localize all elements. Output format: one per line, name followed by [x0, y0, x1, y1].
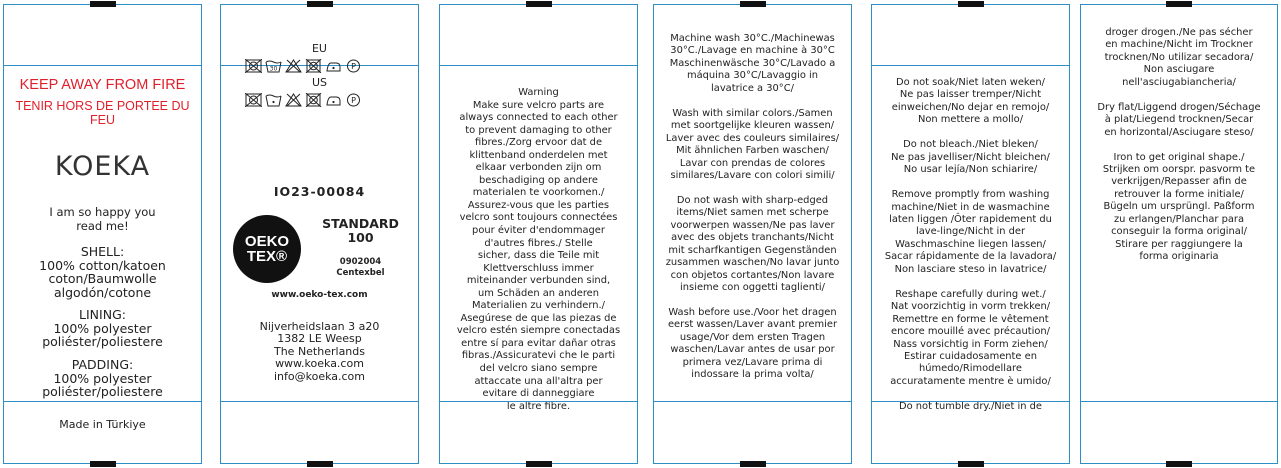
label-panel-2 [220, 4, 419, 464]
label-notch [307, 461, 333, 467]
no-bleach-icon [285, 93, 302, 107]
tex-text: TEX® [246, 248, 288, 265]
fold-line [440, 65, 637, 66]
fold-line [872, 65, 1069, 66]
wash-temp-text: 30 [269, 65, 278, 73]
no-tumble-dry-icon [245, 59, 262, 73]
label-panel-3 [439, 4, 638, 464]
country-of-origin: Made in Türkiye [59, 418, 146, 431]
oeko-institute: Centexbel [336, 268, 385, 278]
velcro-warning-text: Warning Make sure velcro parts are always connected to each other to prevent damaging to other fibres./Zorg ervoor dat de klittenband onderdelen met elkaar verbonden zijn om beschadiging op andere materialen te voorkomen./ Assurez-vous que les parties velcro sont toujours connectées pour éviter d'endommager d'autres fibres./ Stelle sicher, dass die Teile mit Klettverschluss immer miteinander verbunden sind, um Schäden an anderen Materialien zu verhindern./ Asegúrese de que las piezas de velcro estén siempre conectadas entre sí para evitar dañar otras fibras./Assicuratevi che le parti del velcro siano sempre attaccate una all'altra per evitare di danneggiare le altre fibre. [456, 87, 621, 412]
washing-instructions-text: Machine wash 30°C./Machinewas 30°C./Lavage en machine à 30°C Maschinenwäsche 30°C/Lavado a máquina 30°C/Lavaggio in lavatrice a 30°C/ Wash with similar colors./Samen met soortgelijke kleuren wassen/ Laver avec des couleurs similaires/ Mit ähnlichen Farben waschen/ Lavar con prendas de colores similares/Lavare con colori simili/ Do not wash with sharp-edged items/Niet samen met scherpe voorwerpen wassen/Ne pas laver avec des objets tranchants/Nicht mit scharfkantigen Gegenständen zusammen waschen/No lavar junto con objetos cortantes/Non lavare insieme con oggetti taglienti/ Wash before use./Voor het dragen eerst wassen/Laver avant premier usage/Vor dem ersten Tragen waschen/Lavar antes de usar por primera vez/Lavare prima di indossare la prima volta/ [665, 33, 840, 381]
oeko-standard: STANDARD 100 [322, 216, 399, 245]
label-panel-1 [3, 4, 202, 464]
brand-logo [4, 148, 201, 182]
eu-label: EU [311, 42, 327, 55]
iron-low-icon [325, 93, 342, 107]
oeko-tex-logo [233, 215, 301, 283]
no-dryclean-square-icon [305, 59, 322, 73]
label-panel-5 [871, 4, 1070, 464]
oeko-url: www.oeko-tex.com [271, 290, 368, 300]
lining-composition: LINING: 100% polyester poliéster/poliestere [42, 307, 163, 349]
label-panel-4 [653, 4, 852, 464]
fold-line [4, 65, 201, 66]
label-notch [740, 1, 766, 7]
fold-line [221, 401, 418, 402]
care-instructions-text: Do not soak/Niet laten weken/ Ne pas laisser tremper/Nicht einweichen/No dejar en remojo/ Non mettere a mollo/ Do not bleach./Niet bleken/ Ne pas javelliser/Nicht bleichen/ No usar lejía/Non schiarire/ Remove promptly from washing machine/Niet in de wasmachine laten liggen /Ôter rapidement du lave-linge/Nicht in der Waschmaschine liegen lassen/ Sacar rápidamente de la lavadora/ Non lasciare steso in lavatrice/ Reshape carefully during wet./ Nat voorzichtig in vorm trekken/ Remettre en forme le vêtement encore mouillé avec précaution/ Nass vorsichtig in Form ziehen/ Estirar cuidadosamente en húmedo/Rimodellare accuratamente mentre è umido/ Do not tumble dry./Niet in de [884, 77, 1057, 412]
fire-warning-fr: TENIR HORS DE PORTEE DU FEU [15, 99, 190, 127]
oeko-text: OEKO [244, 233, 290, 250]
label-notch [1166, 461, 1192, 467]
label-notch [307, 1, 333, 7]
label-notch [90, 461, 116, 467]
drying-ironing-text: droger drogen./Ne pas sécher en machine/Nicht im Trockner trocknen/No utilizar secadora/ Non asciugare nell'asciugabiancheria/ Dry flat/Liggend drogen/Séchage à plat/Liegend trocknen/Secar en horizontal/Asciugare steso/ Iron to get original shape./ Strijken om oorspr. pasvorm te verkrijgen/Repasser afin de retrouver la forme initiale/ Bügeln um ursprüngl. Paßform zu erlangen/Planchar para conseguir la forma original/ Stirare per raggiungere la forma originaria [1097, 27, 1261, 263]
label-notch [740, 461, 766, 467]
wash-30-icon [265, 59, 282, 73]
oeko-cert-number: 0902004 [339, 257, 382, 267]
dryclean-p-text: P [351, 96, 356, 105]
fold-line [872, 401, 1069, 402]
label-panel-6 [1080, 4, 1278, 464]
label-notch [526, 461, 552, 467]
fold-line [4, 401, 201, 402]
logo-text: KOEKA [54, 150, 151, 182]
product-code: IO23-00084 [273, 184, 366, 199]
care-symbols-eu [245, 59, 362, 73]
intro-text: I am so happy you read me! [49, 205, 156, 233]
care-symbols-us [245, 93, 362, 107]
iron-low-icon [325, 59, 342, 73]
us-label: US [311, 76, 328, 89]
fold-line [654, 401, 851, 402]
dryclean-p-icon [345, 59, 362, 73]
label-notch [526, 1, 552, 7]
wash-cold-icon [265, 93, 282, 107]
no-tumble-dry-icon [245, 93, 262, 107]
label-notch [1166, 1, 1192, 7]
label-notch [958, 1, 984, 7]
fire-warning-en: KEEP AWAY FROM FIRE [19, 77, 186, 93]
dryclean-p-text: P [351, 62, 356, 71]
no-bleach-icon [285, 59, 302, 73]
padding-composition: PADDING: 100% polyester poliéster/poliestere [42, 357, 163, 399]
no-dryclean-square-icon [305, 93, 322, 107]
label-notch [958, 461, 984, 467]
company-address: Nijverheidslaan 3 a20 1382 LE Weesp The Netherlands www.koeka.com info@koeka.com [259, 320, 380, 383]
shell-composition: SHELL: 100% cotton/katoen coton/Baumwolle algodón/cotone [39, 244, 166, 300]
fold-line [440, 401, 637, 402]
label-notch [90, 1, 116, 7]
fold-line [1081, 401, 1277, 402]
dryclean-p-icon [345, 93, 362, 107]
